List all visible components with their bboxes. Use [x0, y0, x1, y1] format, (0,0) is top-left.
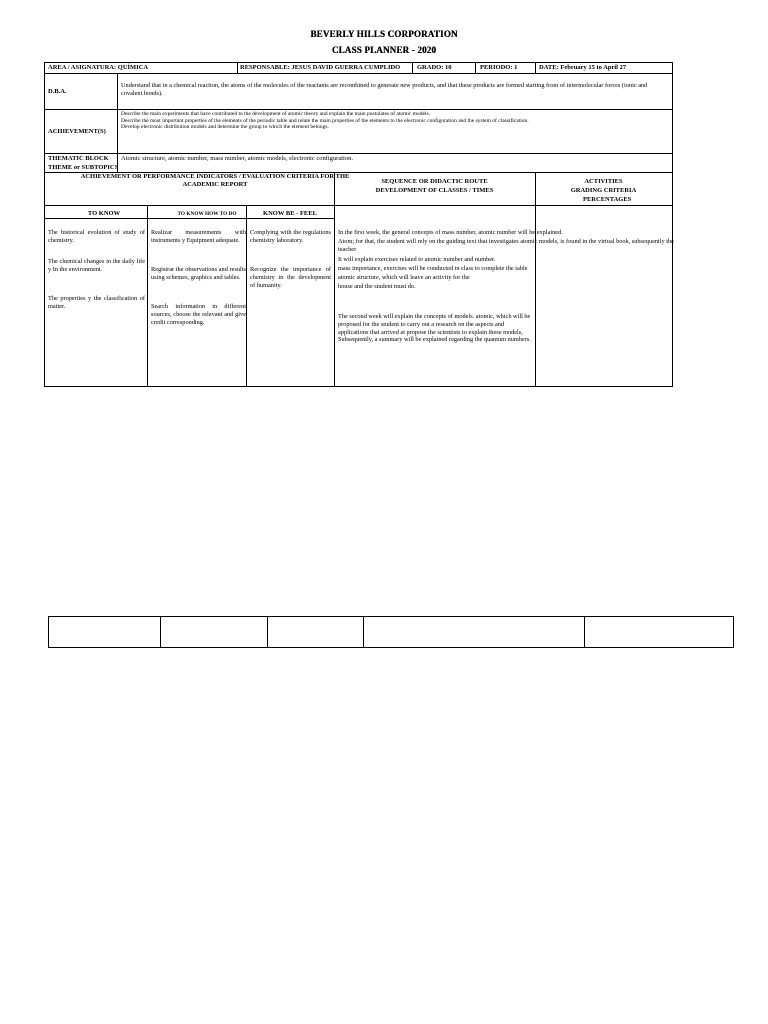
sequence-header-2: DEVELOPMENT OF CLASSES / TIMES	[375, 187, 494, 194]
know-be-item: Recognize the importance of chemistry in the development of humanity.	[250, 266, 331, 289]
activities-header: ACTIVITIES	[584, 178, 623, 185]
sequence-week2: The second week will explain the concepts of models. atomic, which will be proposed for the student to carry out a research on the aspects and applications that arrived at propose the scientists to explain these models, Subsequently, a summary will be explained regarding the quantum numbers.	[338, 313, 531, 344]
achievement-list	[121, 111, 669, 131]
know-how-item: Realizar measurements with instruments y Equipment adequate.	[151, 229, 246, 244]
achievement-item: Develop electronic distribution models and determine the group to which the element belongs.	[121, 124, 329, 130]
to-know-item: The historical evolution of study of chemistry.	[48, 229, 145, 244]
thematic-sub-label: THEME or SUBTOPICS	[48, 164, 119, 171]
sequence-week1-line2: Atom; for that, the student will rely on the guiding text that investigates atomic models, is found in the virtual book, subsequently the teacher	[338, 238, 674, 253]
percentages-header: PERCENTAGES	[583, 196, 632, 203]
area-cell: AREA / ASIGNATURA: QUÍMICA	[48, 64, 149, 71]
achievement-item: Describe the main experiments that have contributed to the development of atomic theory and explain the main postulates of atomic models.	[121, 111, 430, 117]
responsable-cell: RESPONSABLE: JESUS DAVID GUERRA CUMPLIDO	[240, 64, 401, 71]
know-how-item: Registrar the observations and results using schemes, graphics and tables.	[151, 266, 246, 281]
grading-header: GRADING CRITERIA	[570, 187, 637, 194]
date-cell: DATE: February 15 to April 27	[539, 64, 627, 71]
to-know-item: The chemical changes in the daily life y In the environment.	[48, 258, 145, 273]
planner-title: CLASS PLANNER - 2020	[331, 45, 437, 55]
to-know-header: TO KNOW	[87, 210, 121, 217]
to-know-item: The properties y the classification of matter.	[48, 295, 145, 310]
know-be-header: KNOW BE - FEEL	[263, 210, 317, 217]
sequence-week1-line6: house and the student must do.	[338, 283, 416, 290]
thematic-text: Atomic structure, atomic number, mass number, atomic models, electronic configuration.	[121, 155, 353, 162]
achievement-item: Describe the most important properties of the elements of the periodic table and relate the main properties of the elements to the electronic configuration and the system of classification.	[121, 117, 529, 124]
grado-cell: GRADO: 10	[417, 64, 452, 71]
sequence-header: SEQUENCE OR DIDACTIC ROUTE	[381, 178, 488, 185]
periodo-cell: PERIODO: 1	[480, 64, 518, 71]
sequence-week1-line4: mass importance, exercises will be conducted in class to complete the table	[338, 265, 528, 272]
sequence-week1-line5: atomic structure, which will leave an activity for the	[338, 274, 470, 281]
sequence-week1-line3: It will explain exercises related to atomic number and number.	[338, 256, 496, 263]
sequence-week1-line1: In the first week, the general concepts of mass number, atomic number will be explained.	[338, 229, 563, 236]
indicators-header: ACHIEVEMENT OR PERFORMANCE INDICATORS / EVALUATION CRITERIA FOR THE ACADEMIC REPORT	[80, 173, 350, 188]
know-how-header: TO KNOW HOW TO DO	[177, 211, 237, 217]
dba-label: D.B.A.	[48, 88, 67, 95]
thematic-label: THEMATIC BLOCK	[48, 155, 109, 162]
company-title: BEVERLY HILLS CORPORATION	[310, 29, 458, 39]
know-how-item: Search information in different sources, choose the relevant and give credit corresponding.	[151, 303, 246, 326]
achievement-label: ACHIEVEMENT(S)	[48, 128, 106, 135]
dba-text: Understand that in a chemical reaction, the atoms of the molecules of the reactants are recombined to generate new products, and that these products are formed starting from of intermolecular forces (ionic and covalent bonds).	[121, 82, 648, 97]
know-be-item: Complying with the regulations chemistry laboratory.	[250, 229, 331, 244]
